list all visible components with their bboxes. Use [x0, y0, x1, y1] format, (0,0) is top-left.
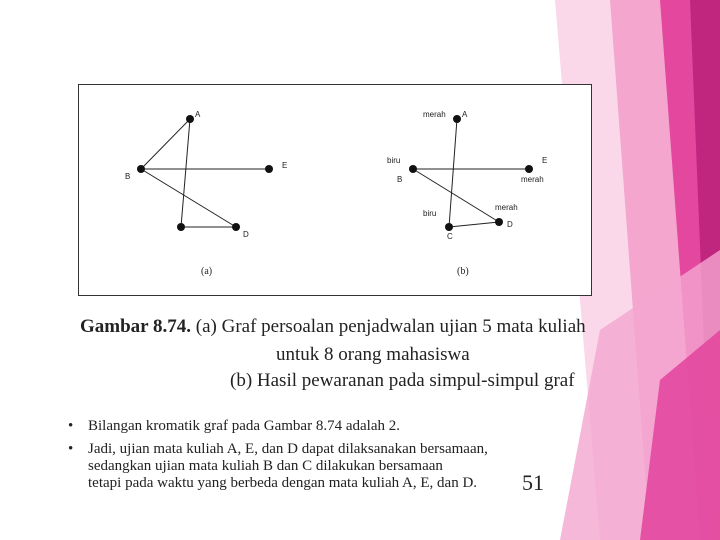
caption-text-2: untuk 8 orang mahasiswa: [276, 344, 470, 365]
node-a-A-label: A: [195, 110, 201, 119]
graph-b-label: (b): [457, 266, 469, 277]
node-a-D: [232, 223, 240, 231]
node-a-D-label: D: [243, 230, 249, 239]
bullet-marker: •: [68, 418, 74, 434]
graph-a-label: (a): [201, 266, 213, 277]
node-b-A: [453, 115, 461, 123]
node-a-B: [137, 165, 145, 173]
node-a-C: [177, 223, 185, 231]
node-a-B-label: B: [125, 172, 131, 181]
bullet-list: [68, 418, 688, 494]
node-b-C-label: C: [447, 232, 453, 241]
node-b-C: [445, 223, 453, 231]
node-b-C-color: biru: [423, 209, 437, 218]
edge-b-c-d: [449, 222, 499, 227]
node-b-A-color: merah: [423, 110, 446, 119]
node-b-D-label: D: [507, 220, 513, 229]
caption-prefix: Gambar 8.74.: [80, 316, 192, 337]
node-b-E-color: merah: [521, 175, 544, 184]
bullet-text: tetapi pada waktu yang berbeda dengan mata kuliah A, E, dan D.: [88, 475, 478, 491]
node-b-E: [525, 165, 533, 173]
edge-a-a-d: [181, 119, 190, 227]
node-b-A-label: A: [462, 110, 468, 119]
node-b-D-color: merah: [495, 203, 518, 212]
edge-a-a-b: [141, 119, 190, 169]
bullet-text: Bilangan kromatik graf pada Gambar 8.74 adalah 2.: [88, 418, 400, 434]
page-number: 51: [522, 470, 544, 495]
node-a-E-label: E: [282, 161, 288, 170]
bullet-text: sedangkan ujian mata kuliah B dan C dilakukan bersamaan: [88, 458, 443, 474]
node-a-A: [186, 115, 194, 123]
bullet-item: [68, 441, 688, 492]
figure-caption-line1: [80, 316, 586, 338]
caption-text-3: (b) Hasil pewaranan pada simpul-simpul graf: [230, 370, 575, 391]
bullet-text: Jadi, ujian mata kuliah A, E, dan D dapat dilaksanakan bersamaan,: [88, 441, 488, 457]
node-b-B-color: biru: [387, 156, 401, 165]
node-b-B: [409, 165, 417, 173]
node-b-E-label: E: [542, 156, 548, 165]
node-a-E: [265, 165, 273, 173]
bullet-item: [68, 418, 688, 435]
edge-a-b-d: [141, 169, 236, 227]
node-b-D: [495, 218, 503, 226]
figure-panel: [78, 84, 592, 296]
edge-b-a-c: [449, 119, 457, 227]
graph-figure: [79, 85, 591, 295]
bullet-marker: •: [68, 441, 74, 457]
node-b-B-label: B: [397, 175, 403, 184]
caption-text-1: (a) Graf persoalan penjadwalan ujian 5 mata kuliah: [195, 316, 586, 337]
